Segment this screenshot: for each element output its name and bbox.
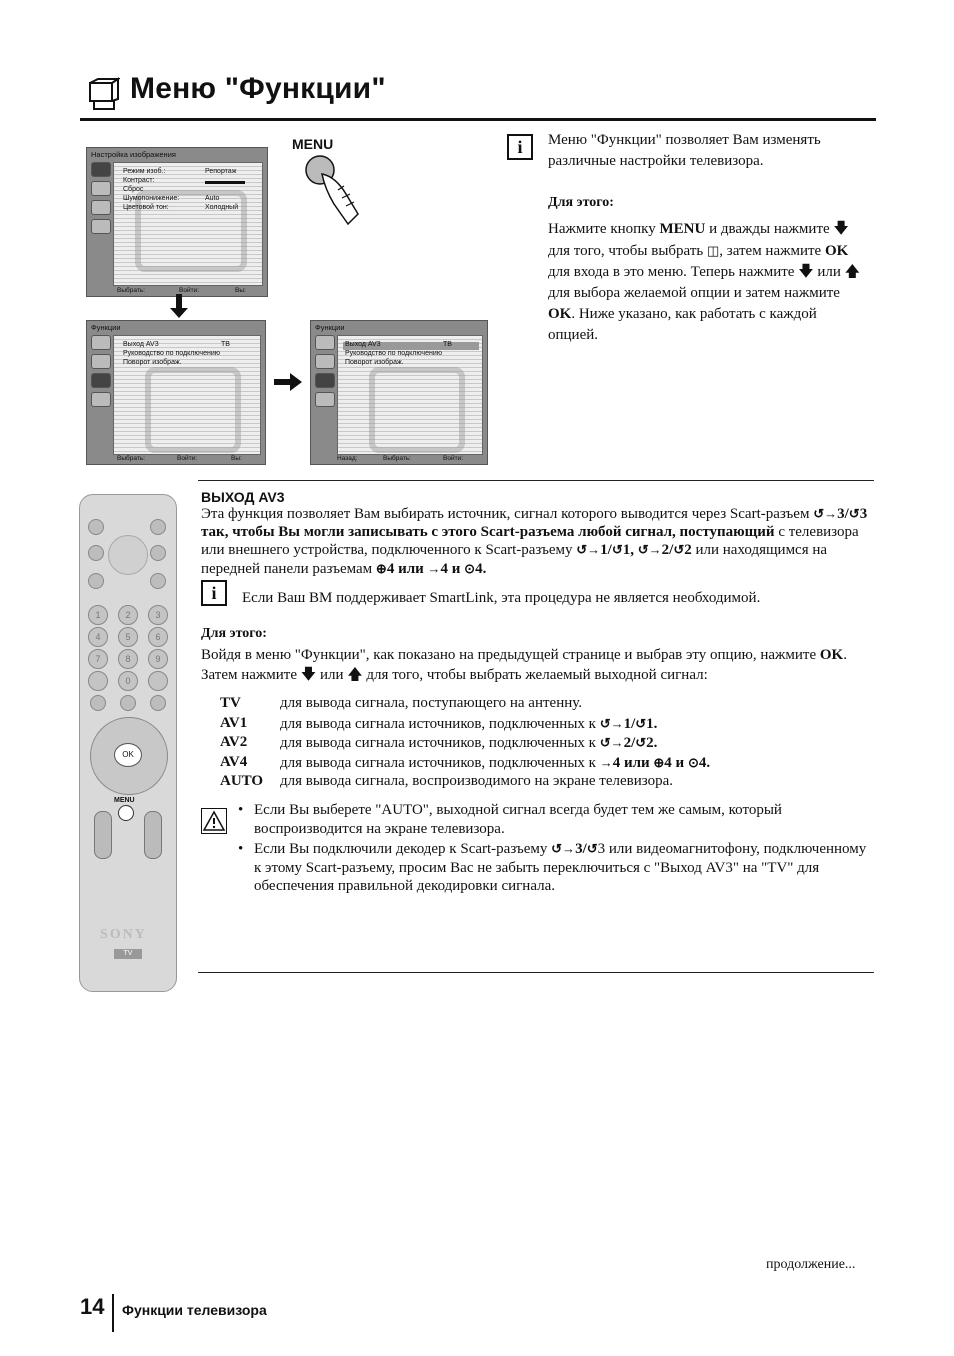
section-text: 4 и: [440, 560, 461, 577]
intro-instructions: [548, 219, 868, 346]
function-menu-icon: ◫: [706, 243, 720, 258]
function-icon: [91, 200, 111, 215]
remote-menu-label: MENU: [114, 797, 135, 804]
footer-divider: [112, 1294, 114, 1332]
section-rule-top: [198, 480, 874, 481]
right-arrow-icon: [274, 373, 302, 391]
menu-row-label: Поворот изображ.: [345, 359, 404, 366]
section-bold: 2/: [661, 542, 674, 558]
menu-button: [118, 805, 134, 821]
section-text: с телевизора или внешнего устройства, подключенного к Scart-разъему: [201, 523, 859, 558]
scart-input-icon: ↺→: [551, 841, 576, 856]
page-title: Меню "Функции": [130, 72, 386, 105]
menu-row-label: Шумопонижение:: [123, 195, 180, 202]
option-key: AV1: [220, 714, 248, 731]
footer-select: Выбрать:: [117, 287, 145, 294]
menu-row-label: Поворот изображ.: [123, 359, 182, 366]
section-text: Эта функция позволяет Вам выбирать источник, сигнал которого выводится через Scart-разъем: [201, 506, 810, 522]
s-video-icon: ⊕: [653, 754, 665, 770]
down-arrow-icon: 🡇: [833, 221, 849, 237]
down-arrow-icon: 🡇: [300, 667, 317, 683]
title-rule: [80, 118, 876, 121]
hand-pressing-menu-icon: [302, 154, 362, 226]
picture-watermark: [135, 190, 247, 272]
intro-bold: OK: [824, 243, 849, 259]
down-arrow-icon: 🡇: [798, 264, 814, 280]
program-rocker: [144, 811, 162, 859]
section-paragraph: [201, 505, 876, 578]
footer-exit: Вы:: [231, 455, 242, 462]
scart-rgb-icon: ↺: [611, 542, 623, 557]
scart-rgb-icon: ↺: [673, 542, 685, 557]
ok-button: OK: [114, 743, 142, 767]
info-icon: i: [201, 580, 227, 606]
intro-bold: OK: [548, 306, 572, 322]
section-bold: 1/: [600, 542, 612, 558]
section-bold: 1,: [622, 542, 634, 558]
menu-row-value: Auto: [205, 195, 220, 202]
scart-rgb-icon: ↺: [635, 715, 647, 731]
menu-row-label: Выход AV3: [123, 341, 159, 348]
s-video-icon: ⊕: [375, 560, 387, 576]
picture-icon: [91, 335, 111, 350]
section-bold: 3/: [837, 506, 849, 522]
footer-exit: Вы:: [235, 287, 246, 294]
contrast-bar: [205, 181, 245, 184]
down-arrow-icon: [170, 294, 188, 318]
option-text: для вывода сигнала, поступающего на антенну.: [280, 695, 582, 711]
menu-button-label: MENU: [292, 136, 334, 152]
menu-row-label: Руководство по подключению: [123, 350, 220, 357]
option-desc: для вывода сигнала источников, подключенных к: [280, 715, 596, 732]
menu-row-value: Репортаж: [205, 168, 237, 175]
scart-output-icon: ↺: [586, 841, 598, 856]
settings-icon: [91, 392, 111, 407]
function-icon: [91, 373, 111, 388]
footer-select: Выбрать:: [117, 455, 145, 462]
warning-text: Если Вы подключили декодер к Scart-разъему: [254, 841, 548, 857]
volume-rocker: [94, 811, 112, 859]
intro-text: . Ниже указано, как работать с каждой опцией.: [548, 306, 817, 343]
continued-label: продолжение...: [766, 1257, 856, 1272]
intro-text: для выбора желаемой опции и затем нажмите: [548, 285, 840, 301]
section-text: или находящимся на передней панели разъемам: [201, 542, 828, 577]
footer-enter: Войти:: [179, 287, 199, 294]
section-text: 4 или: [386, 560, 424, 577]
option-text: для вывода сигнала, воспроизводимого на экране телевизора.: [280, 773, 673, 789]
section-howto-label: Для этого:: [201, 626, 267, 641]
screen-title: Функции: [91, 323, 121, 332]
functions-screen-selected: [310, 320, 488, 465]
function-menu-icon: [86, 77, 120, 111]
section-bold: 2: [684, 542, 692, 558]
menu-row-value: Холодный: [205, 204, 239, 211]
section-rule-bottom: [198, 972, 874, 973]
warning-list: [238, 801, 874, 896]
option-key: AV4: [220, 753, 248, 770]
option-tail: 1.: [646, 715, 658, 732]
section-text: для того, чтобы выбрать желаемый выходной сигнал:: [366, 667, 708, 683]
intro-text: и дважды нажмите: [705, 221, 834, 237]
sound-icon: [91, 354, 111, 369]
section-bold: OK: [819, 647, 844, 663]
footer-section: Функции телевизора: [122, 1302, 267, 1318]
option-text: [280, 714, 657, 735]
intro-text: Нажмите кнопку: [548, 221, 660, 237]
footer-enter: Войти:: [443, 455, 463, 462]
warning-text: Если Вы выберете "AUTO", выходной сигнал всегда будет тем же самым, который воспроизводится на экране телевизора.: [254, 802, 782, 837]
footer-enter: Войти:: [177, 455, 197, 462]
option-tail: 4 или: [612, 754, 650, 771]
menu-row-label: Цветовой тон:: [123, 204, 169, 211]
remote-brand: SONY: [100, 927, 147, 942]
option-text: [280, 753, 710, 774]
scart-input-icon: ↺→: [599, 735, 624, 750]
section-text: Войдя в меню "Функции", как показано на предыдущей странице и выбрав эту опцию, нажмите: [201, 647, 817, 663]
settings-icon: [315, 392, 335, 407]
footer-select: Выбрать:: [383, 455, 411, 462]
section-instructions: [201, 645, 876, 685]
section-text: 4.: [475, 560, 487, 577]
section-text: или: [319, 667, 344, 683]
intro-text: для того, чтобы выбрать: [548, 243, 707, 259]
function-icon: [315, 373, 335, 388]
option-key: TV: [220, 695, 241, 711]
warning-bold: 3/: [575, 841, 587, 857]
audio-input-icon: ⊙: [687, 754, 699, 770]
page-number: 14: [80, 1294, 105, 1319]
option-tail: 4.: [698, 754, 711, 771]
scart-input-icon: ↺→: [637, 542, 662, 557]
menu-row-label: Руководство по подключению: [345, 350, 442, 357]
footer-back: Назад:: [337, 455, 358, 462]
up-arrow-icon: 🡅: [844, 264, 861, 280]
picture-settings-screen: [86, 147, 268, 297]
option-desc: для вывода сигнала источников, подключенных к: [280, 754, 596, 771]
menu-row-value: ТВ: [221, 341, 230, 348]
section-text: . Затем нажмите: [201, 647, 847, 683]
option-key: AUTO: [220, 773, 264, 789]
option-text: [280, 733, 657, 754]
audio-input-icon: ⊙: [464, 560, 476, 576]
warning-item: • Если Вы выберете "AUTO", выходной сигнал всегда будет тем же самым, который воспроизводится на экране телевизора.: [238, 802, 782, 837]
intro-paragraph: Меню "Функции" позволяет Вам изменять различные настройки телевизора.: [548, 132, 821, 169]
sound-icon: [315, 354, 335, 369]
menu-row-value: ТВ: [443, 341, 452, 348]
option-desc: для вывода сигнала источников, подключенных к: [280, 735, 596, 751]
sound-icon: [91, 181, 111, 196]
picture-icon: [315, 335, 335, 350]
option-tail: 2.: [646, 735, 658, 751]
section-text: 3 так, чтобы Вы могли записывать с этого Scart-разъема любой сигнал, поступающий: [201, 506, 868, 540]
screen-title: Настройка изображения: [91, 150, 176, 159]
settings-icon: [91, 219, 111, 234]
info-icon: i: [507, 134, 533, 160]
up-arrow-icon: 🡅: [347, 667, 363, 683]
option-tail: 4 и: [664, 754, 685, 771]
menu-row-label: Сброс: [123, 186, 144, 193]
option-tail: 2/: [623, 735, 636, 751]
video-input-icon: →: [599, 754, 613, 770]
scart-input-icon: ↺→: [599, 715, 624, 731]
menu-row-label: Выход AV3: [345, 341, 381, 348]
intro-text: для входа в это меню. Теперь нажмите: [548, 264, 799, 280]
functions-screen: [86, 320, 266, 465]
remote-control: 1 2 3 4 5 6 7 8 9 0 OK MENU SONY TV: [79, 494, 177, 992]
intro-bold: MENU: [659, 221, 706, 237]
scart-input-icon: ↺→: [576, 542, 601, 557]
scart-rgb-icon: ↺: [635, 735, 647, 750]
function-watermark: [369, 367, 465, 453]
video-input-icon: →: [427, 560, 441, 576]
picture-icon: [91, 162, 111, 177]
warning-icon: [201, 808, 227, 834]
section-heading: ВЫХОД AV3: [201, 489, 285, 505]
menu-row-label: Контраст:: [123, 177, 155, 184]
scart-output-icon: ↺: [848, 506, 860, 521]
intro-text: , затем нажмите: [719, 243, 825, 259]
intro-text: или: [813, 264, 845, 280]
warning-item: • Если Вы подключили декодер к Scart-разъему ↺→3/↺3 или видеомагнитофону, подключенному к этому Scart-разъему, просим Вас не забыть переключиться с "Выход AV3" на "TV" для обеспечения правильной декодировки сигнала.: [238, 841, 867, 894]
screen-title: Функции: [315, 323, 345, 332]
warning-text: 3 или видеомагнитофону, подключенному к этому Scart-разъему, просим Вас не забыть переключиться с "Выход AV3" на "TV" для обеспечения правильной декодировки сигнала.: [254, 841, 867, 894]
option-key: AV2: [220, 734, 248, 750]
function-watermark: [145, 367, 241, 453]
menu-row-label: Режим изоб.:: [123, 168, 166, 175]
smartlink-note: Если Ваш ВМ поддерживает SmartLink, эта процедура не является необходимой.: [242, 590, 761, 606]
scart-input-icon: ↺→: [813, 506, 838, 521]
remote-tv-label: TV: [114, 949, 142, 959]
option-tail: 1/: [623, 715, 636, 732]
intro-howto-label: Для этого:: [548, 195, 614, 210]
